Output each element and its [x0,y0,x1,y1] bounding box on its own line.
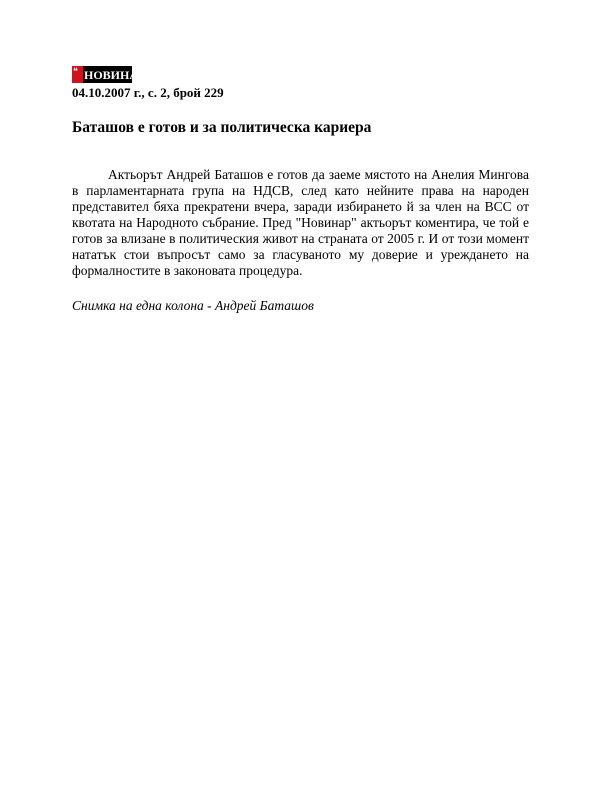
logo-emblem-icon: ❝ [73,66,78,76]
document-page [72,66,529,314]
photo-caption: Снимка на една колона - Андрей Баташов [72,298,314,313]
logo-text: НОВИНАР [84,68,146,82]
article-title: Баташов е готов и за политическа кариера [72,119,372,136]
article-body: Актьорът Андрей Баташов е готов да заеме мястото на Анелия Мингова в парламентарната група на НДСВ, след като нейните права на народен представител бяха прекратени вчера, заради избирането й за член на ВСС от квотата на Народното събрание. Пред "Новинар" актьорът коментира, че той е готов за влизане в политическия живот на страната от 2005 г. И от този момент нататък стои въпросът само за гласуваното му доверие и уреждането на формалностите в законовата процедура. [72,167,529,278]
dateline: 04.10.2007 г., с. 2, брой 229 [72,85,224,100]
publication-logo [72,66,146,83]
